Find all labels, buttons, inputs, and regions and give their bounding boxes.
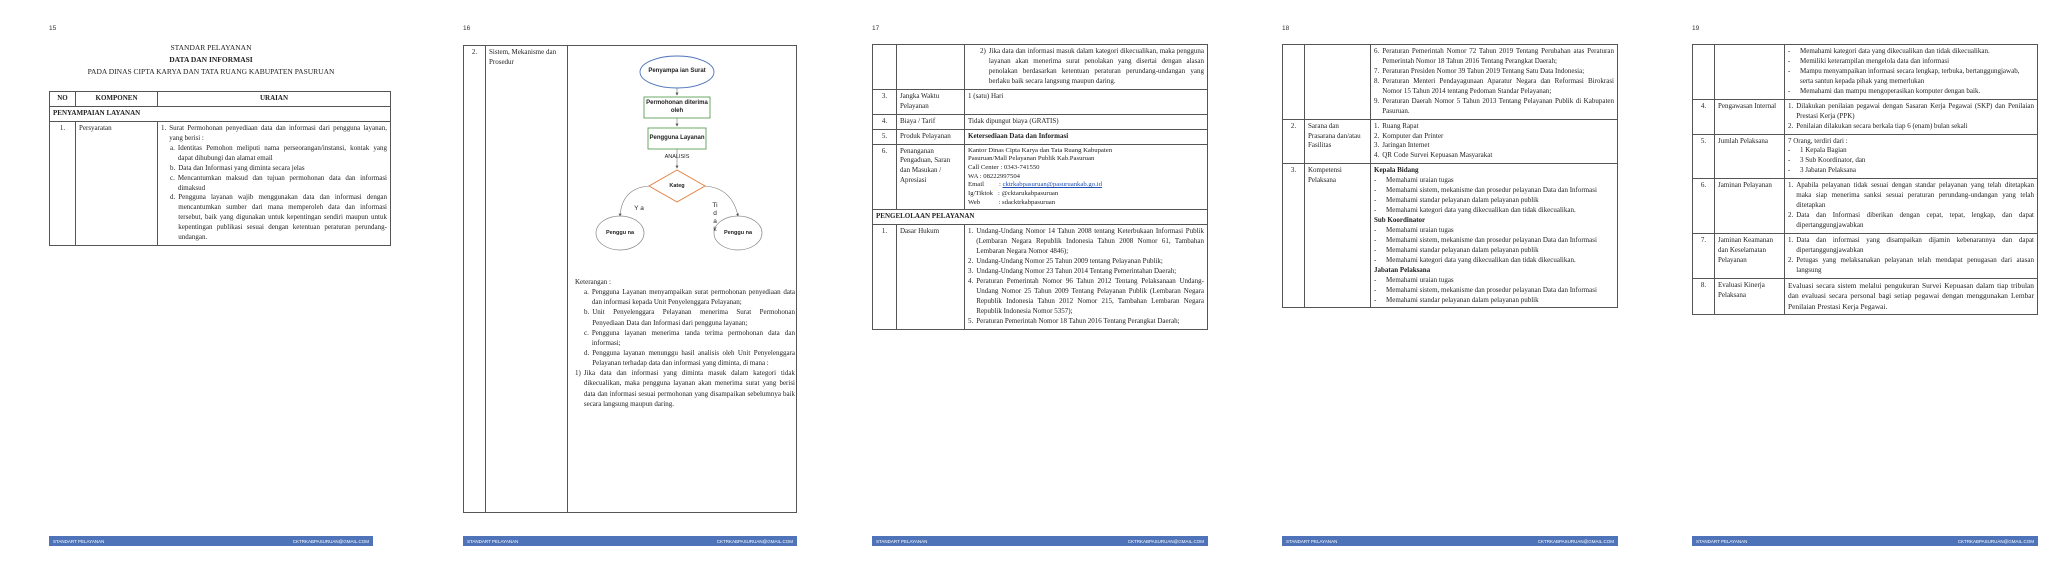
- row-komponen: Persyaratan: [76, 121, 158, 245]
- item-text: Apabila pelayanan tidak sesuai dengan standar pelayanan yang telah ditetapkan maka siap menerima sanksi sesuai peraturan perundang-undangan yang telah ditetapkan: [1796, 181, 2034, 210]
- row-no: 2.: [464, 46, 486, 513]
- row-no: 3.: [1283, 164, 1305, 308]
- item-text: Jika data dan informasi masuk dalam kategori dikecualikan, maka pengguna layanan akan menerima surat penolakan yang disertai dengan alasan penolakan berdasarkan ketentuan peraturan perundang-undangan yang berlaku baik secara langsung maupun daring.: [988, 47, 1204, 85]
- row-no: 1.: [873, 225, 897, 329]
- list-item: Memahami sistem, mekanisme dan prosedur pelayanan Data dan Informasi: [1386, 285, 1597, 294]
- item-number: 1.: [1788, 181, 1794, 190]
- item-text: Peraturan Daerah Nomor 5 Tahun 2013 Tentang Pelayanan Publik di Kabupaten Pasuruan.: [1382, 96, 1614, 115]
- row-uraian: Tidak dipungut biaya (GRATIS): [965, 114, 1208, 129]
- row-komponen: Penanganan Pengaduan, Saran dan Masukan / Apresiasi: [897, 144, 965, 210]
- item-text: Surat Permohonan penyediaan data dan informasi dari pengguna layanan, yang berisi :: [169, 123, 387, 142]
- item-text: Data dan informasi yang disampaikan dijamin kebenarannya dan dapat dipertanggungjawabkan: [1796, 235, 2034, 254]
- item-text: Pengguna layanan menerima tanda terima permohonan data dan informasi;: [591, 328, 795, 347]
- item-number: 5.: [968, 316, 974, 325]
- footer-email: CKTRKABPASURUAN@GMAIL.COM: [292, 538, 369, 544]
- item-text: Penilaian dilakukan secara berkala tiap 6 (enam) bulan sekali: [1796, 121, 1968, 130]
- item-number: 2.: [1374, 131, 1380, 140]
- item-number: b.: [584, 308, 590, 317]
- item-number: 9.: [1374, 96, 1380, 105]
- item-text: Jaringan Internet: [1382, 141, 1430, 150]
- row-uraian: - Memahami kategori data yang dikecualikan dan tidak dikecualikan. - Memiliki keterampilan mengelola data dan informasi - Mampu menyampaikan informasi secara lengkap, terbuka, bertanggungjawab, serta santun kepada pihak yang memerlukan - Memahami dan mampu mengoperasikan komputer dengan baik.: [1785, 45, 2038, 100]
- analysis-label: ANALISIS: [664, 153, 690, 160]
- item-text: Mencantumkan maksud dan tujuan permohonan data dan informasi dimaksud: [177, 173, 387, 192]
- item-text: Pengguna layanan wajib menggunakan data dan informasi dengan mencantumkan sumber dari mana memperoleh data dan informasi tersebut, baik yang digunakan untuk kepentingan sendiri maupun untuk kepentingan publikasi sesuai dengan ketentuan peraturan perundang-undangan.: [178, 193, 387, 242]
- item-text: Peraturan Menteri Pendayagunaan Aparatur Negara dan Reformasi Birokrasi Nomor 15 Tahun 2014 tentang Pedoman Standar Pelayanan;: [1382, 76, 1614, 95]
- row-komponen: Jumlah Pelaksana: [1715, 134, 1785, 179]
- row-komponen: Jangka Waktu Pelayanan: [897, 89, 965, 114]
- decision-node: Kateg: [669, 182, 685, 189]
- row-no: 8.: [1693, 278, 1715, 315]
- row-komponen: Jaminan Pelayanan: [1715, 179, 1785, 234]
- list-item: Memahami standar pelayanan dalam pelayanan publik: [1386, 196, 1539, 205]
- list-item: Memahami uraian tugas: [1386, 176, 1454, 185]
- list-item: Memahami uraian tugas: [1386, 275, 1454, 284]
- item-text: Identitas Pemohon meliputi nama perseorangan/instansi, kontak yang dapat dihubungi dan alamat email: [177, 143, 387, 162]
- item-text: Data dan Informasi yang diminta secara jelas: [178, 163, 305, 172]
- row-no: 6.: [1693, 179, 1715, 234]
- table-row: [1693, 278, 2038, 315]
- row-komponen: Evaluasi Kinerja Pelaksana: [1715, 278, 1785, 315]
- item-text: Pengguna layanan menunggu hasil analisis oleh Unit Penyelenggara Pelayanan terhadap data dan informasi yang diminta, di mana :: [592, 348, 795, 368]
- item-number: 3.: [1374, 141, 1380, 150]
- item-number: 8.: [1374, 76, 1380, 85]
- list-item: Memahami uraian tugas: [1386, 225, 1454, 234]
- row-uraian: Evaluasi secara sistem melalui pengukuran Survei Kepuasan dalam tiap tribulan dan evaluasi secara personal bagi setiap pegawai dengan menggunakan Lembar Penilaian Prestasi Kerja Pegawai.: [1785, 278, 2038, 315]
- row-uraian: [965, 225, 1208, 329]
- row-no: 3.: [873, 89, 897, 114]
- table-row: [1693, 233, 2038, 278]
- item-text: Peraturan Pemerintah Nomor 72 Tahun 2019 Tentang Perubahan atas Peraturan Pemerintah Nomor 18 Tahun 2016 Tentang Perangkat Daerah;: [1382, 47, 1614, 65]
- row-no: 2.: [1283, 119, 1305, 164]
- item-number: d.: [170, 193, 176, 202]
- item-text: Peraturan Pemerintah Nomor 18 Tahun 2016 Tentang Perangkat Daerah;: [976, 316, 1180, 325]
- page-16: [410, 0, 820, 579]
- table-row: [1693, 134, 2038, 179]
- table-row: [1283, 164, 1618, 308]
- list-item: Memahami kategori data yang dikecualikan dan tidak dikecualikan.: [1386, 206, 1576, 215]
- email-link[interactable]: cktrkabpasuruan@pasuruankab.go.id: [1002, 181, 1102, 189]
- item-number: 6.: [1374, 47, 1380, 55]
- table-row: [1693, 99, 2038, 134]
- item-text: Dilakukan penilaian pegawai dengan Sasaran Kerja Pegawai (SKP) dan Penilaian Prestasi Kerja (PPK): [1796, 101, 2034, 120]
- row-komponen: Sistem, Mekanisme dan Prosedur: [486, 46, 568, 513]
- page-number: 16: [463, 25, 471, 32]
- page-footer: [872, 536, 1208, 546]
- contact-line: Web : sdacktrkabpasuruan: [968, 198, 1056, 206]
- table-row: [873, 45, 1208, 90]
- item-number: 7.: [1374, 66, 1380, 75]
- contact-line: Pasuruan/Mall Pelayanan Publik Kab.Pasuruan: [968, 155, 1095, 163]
- yes-label: Y a: [634, 205, 644, 213]
- page-footer: [463, 536, 797, 546]
- page-19: [1640, 0, 2048, 579]
- item-text: Peraturan Pemerintah Nomor 96 Tahun 2012 Tentang Pelaksanaan Undang-Undang Nomor 25 Tahun 2009 Tentang Pelayanan Publik (Lembaran Negara Republik Indonesia Tahun 2012 Nomor 215, Tambahan Lembaran Negara Republik Indonesia Nomor 5357);: [976, 277, 1204, 315]
- standard-table: [49, 91, 391, 246]
- intro-text: 7 Orang, terdiri dari :: [1788, 136, 1848, 145]
- item-number: 1.: [968, 227, 974, 236]
- item-number: 2): [980, 47, 986, 55]
- group-title: Kepala Bidang: [1374, 166, 1419, 175]
- page-number: 15: [49, 25, 57, 32]
- contact-line: Ig/Tiktok : @cktarukabpasuruan: [968, 190, 1059, 198]
- item-number: 2.: [1788, 121, 1794, 130]
- item-number: 1.: [1374, 121, 1380, 130]
- item-text: Pengguna Layanan menyampaikan surat permohonan penyediaan data dan informasi kepada Unit Penyelenggara Pelayanan;: [591, 288, 795, 307]
- keterangan-title: Keterangan :: [575, 278, 611, 286]
- page-number: 18: [1282, 25, 1290, 32]
- list-item: Memahami sistem, mekanisme dan prosedur pelayanan Data dan Informasi: [1386, 186, 1597, 195]
- contact-line: WA : 08222997504: [968, 172, 1021, 180]
- table-row: [50, 121, 391, 245]
- table-row: [873, 225, 1208, 329]
- row-uraian: [1371, 119, 1618, 164]
- list-item: Memahami sistem, mekanisme dan prosedur pelayanan Data dan Informasi: [1386, 235, 1597, 244]
- footer-left: STANDART PELAYANAN: [876, 538, 928, 544]
- row-uraian: 7 Orang, terdiri dari : - 1 Kepala Bagian - 3 Sub Koordinator, dan - 3 Jabatan Pelaksana: [1785, 134, 2038, 179]
- item-number: b.: [170, 163, 176, 172]
- list-item: Mampu menyampaikan informasi secara lengkap, terbuka, bertanggungjawab, serta santun kepada pihak yang memerlukan: [1800, 66, 2020, 85]
- row-uraian: 1 (satu) Hari: [965, 89, 1208, 114]
- item-number: d.: [584, 348, 590, 357]
- page-15: [0, 0, 410, 579]
- row-komponen: Dasar Hukum: [897, 225, 965, 329]
- footer-email: CKTRKABPASURUAN@GMAIL.COM: [1957, 538, 2034, 544]
- row-komponen: Sarana dan Prasarana dan/atau Fasilitas: [1305, 119, 1371, 164]
- list-item: Memiliki keterampilan mengelola data dan informasi: [1800, 56, 1950, 65]
- row-uraian: Ketersediaan Data dan Informasi: [965, 129, 1208, 144]
- item-number: 4.: [1374, 151, 1380, 160]
- page-footer: [1692, 536, 2038, 546]
- table-row: [873, 129, 1208, 144]
- contact-line: Call Center : 0343-741550: [968, 163, 1040, 171]
- row-no: 5.: [873, 129, 897, 144]
- row-no: 4.: [1693, 99, 1715, 134]
- end-right-node: Penggu na: [723, 229, 753, 236]
- item-number: 1.: [1788, 235, 1794, 244]
- footer-email: CKTRKABPASURUAN@GMAIL.COM: [716, 538, 793, 544]
- document-header: [49, 42, 373, 78]
- item-number: 2.: [1788, 255, 1794, 264]
- row-komponen: Biaya / Tarif: [897, 114, 965, 129]
- flowchart: [572, 48, 792, 283]
- footer-left: STANDART PELAYANAN: [467, 538, 519, 544]
- end-left-node: Penggu na: [605, 229, 635, 236]
- table-row: [873, 89, 1208, 114]
- table-row: [1283, 119, 1618, 164]
- footer-left: STANDART PELAYANAN: [1286, 538, 1338, 544]
- section-title: PENGELOLAAN PELAYANAN: [873, 210, 1208, 225]
- page-17: [820, 0, 1230, 579]
- row-no: 7.: [1693, 233, 1715, 278]
- item-number: 3.: [968, 267, 974, 276]
- standard-table: [1282, 44, 1618, 308]
- row-komponen: Produk Pelayanan: [897, 129, 965, 144]
- item-number: a.: [584, 288, 589, 297]
- row-no: 1.: [50, 121, 76, 245]
- group-title: Jabatan Pelaksana: [1374, 265, 1431, 274]
- header-line-1: STANDAR PELAYANAN: [170, 43, 252, 52]
- page-footer: [49, 536, 373, 546]
- item-number: 4.: [968, 277, 974, 286]
- footer-left: STANDART PELAYANAN: [53, 538, 105, 544]
- header-line-3: PADA DINAS CIPTA KARYA DAN TATA RUANG KABUPATEN PASURUAN: [87, 67, 335, 76]
- row-uraian: [158, 121, 391, 245]
- page-number: 17: [872, 25, 880, 32]
- group-title: Sub Koordinator: [1374, 216, 1426, 224]
- item-number: c.: [170, 173, 175, 182]
- no-label: Ti d a k: [712, 202, 718, 233]
- table-row: [873, 114, 1208, 129]
- row-uraian: [1785, 99, 2038, 134]
- footer-email: CKTRKABPASURUAN@GMAIL.COM: [1537, 538, 1614, 544]
- row-no: 6.: [873, 144, 897, 210]
- col-header-no: NO: [50, 92, 76, 107]
- standard-table: [872, 44, 1208, 330]
- list-item: 3 Jabatan Pelaksana: [1800, 166, 1856, 175]
- col-header-komponen: KOMPONEN: [76, 92, 158, 107]
- item-text: Peraturan Presiden Nomor 39 Tahun 2019 Tentang Satu Data Indonesia;: [1382, 66, 1585, 75]
- item-text: Petugas yang melaksanakan pelayanan telah mendapat penugasan dari atasan langsung: [1796, 255, 2034, 274]
- table-row: [1693, 179, 2038, 234]
- list-item: 3 Sub Koordinator, dan: [1800, 156, 1866, 165]
- table-row: [1283, 45, 1618, 120]
- page-number: 19: [1692, 25, 1700, 32]
- row-uraian: [1785, 179, 2038, 234]
- row-uraian: [1785, 233, 2038, 278]
- item-text: Ruang Rapat: [1382, 121, 1419, 130]
- item-number: c.: [584, 328, 589, 337]
- contact-line: Kantor Dinas Cipta Karya dan Tata Ruang Kabupaten: [968, 146, 1113, 154]
- row-uraian: [965, 144, 1208, 210]
- header-line-2: DATA DAN INFORMASI: [169, 55, 253, 64]
- list-item: Memahami kategori data yang dikecualikan dan tidak dikecualikan.: [1386, 255, 1576, 264]
- item-text: Undang-Undang Nomor 25 Tahun 2009 tentang Pelayanan Publik;: [976, 257, 1163, 266]
- row-no: 4.: [873, 114, 897, 129]
- row-uraian: [965, 45, 1208, 90]
- row-komponen: Pengawasan Internal: [1715, 99, 1785, 134]
- item-text: Jika data dan informasi yang diminta masuk dalam kategori tidak dikecualikan, maka pengguna layanan akan menerima surat yang berisi data dan informasi sesuai permohonan yang disampaikan sebelumnya baik secara langsung maupun daring.: [583, 369, 795, 408]
- page-18: [1230, 0, 1640, 579]
- item-number: 1.: [1788, 101, 1794, 110]
- row-uraian: Kepala Bidang - Memahami uraian tugas - Memahami sistem, mekanisme dan prosedur pelayanan Data dan Informasi - Memahami standar pelayanan dalam pelayanan publik - Memahami kategori data yang dikecualikan dan tidak dikecualikan. Sub Koordinator - Memahami uraian tugas - Memahami sistem, mekanisme dan prosedur pelayanan Data dan Informasi - Memahami standar pelayanan dalam pelayanan publik - Memahami kategori data yang dikecualikan dan tidak dikecualikan. Jabatan Pelaksana - Memahami uraian tugas - Memahami sistem, mekanisme dan prosedur pelayanan Data dan Informasi - Memahami standar pelayanan dalam pelayanan publik: [1371, 164, 1618, 308]
- table-row: [1693, 45, 2038, 100]
- list-item: Memahami kategori data yang dikecualikan dan tidak dikecualikan.: [1800, 47, 1990, 55]
- page-footer: [1282, 536, 1618, 546]
- item-text: QR Code Survei Kepuasan Masyarakat: [1382, 151, 1493, 160]
- item-text: Undang-Undang Nomor 14 Tahun 2008 tentang Keterbukaan Informasi Publik (Lembaran Negara Republik Indonesia Tahun 2008 Nomor 61, Tambahan Lembaran Negara Nomor 4846);: [976, 227, 1204, 256]
- row-no: 5.: [1693, 134, 1715, 179]
- footer-email: CKTRKABPASURUAN@GMAIL.COM: [1127, 538, 1204, 544]
- list-item: 1 Kepala Bagian: [1800, 146, 1847, 155]
- email-label: Email :: [968, 181, 1003, 189]
- keterangan-block: [575, 277, 795, 409]
- section-title: PENYAMPAIAN LAYANAN: [50, 106, 391, 121]
- item-number: a.: [170, 143, 175, 152]
- item-number: 2.: [968, 257, 974, 266]
- item-number: 1): [575, 369, 581, 378]
- standard-table: [1692, 44, 2038, 315]
- table-row: [873, 144, 1208, 210]
- list-item: Memahami dan mampu mengoperasikan komputer dengan baik.: [1800, 86, 1981, 95]
- footer-left: STANDART PELAYANAN: [1696, 538, 1748, 544]
- item-text: Data dan Informasi diberikan dengan cepat, tepat, lengkap, dan dapat dipertanggungjawabkan: [1796, 211, 2034, 229]
- step1-node: Permohonan diterima oleh: [646, 100, 708, 114]
- item-number: 1.: [161, 123, 167, 132]
- row-komponen: Kompetensi Pelaksana: [1305, 164, 1371, 308]
- start-node: Penyampa ian Surat: [648, 68, 706, 75]
- row-komponen: Jaminan Keamanan dan Keselamatan Pelayanan: [1715, 233, 1785, 278]
- item-text: Komputer dan Printer: [1382, 131, 1444, 140]
- step2-node: Pengguna Layanan: [649, 134, 705, 141]
- list-item: Memahami standar pelayanan dalam pelayanan publik: [1386, 295, 1539, 304]
- list-item: Memahami standar pelayanan dalam pelayanan publik: [1386, 245, 1539, 254]
- col-header-uraian: URAIAN: [158, 92, 391, 107]
- item-number: 2.: [1788, 211, 1794, 220]
- item-text: Unit Penyelenggara Pelayanan menerima Surat Permohonan Penyediaan Data dan Informasi dari pengguna layanan;: [592, 308, 795, 327]
- row-uraian: [1371, 45, 1618, 120]
- item-text: Undang-Undang Nomor 23 Tahun 2014 Tentang Pemerintahan Daerah;: [976, 267, 1177, 276]
